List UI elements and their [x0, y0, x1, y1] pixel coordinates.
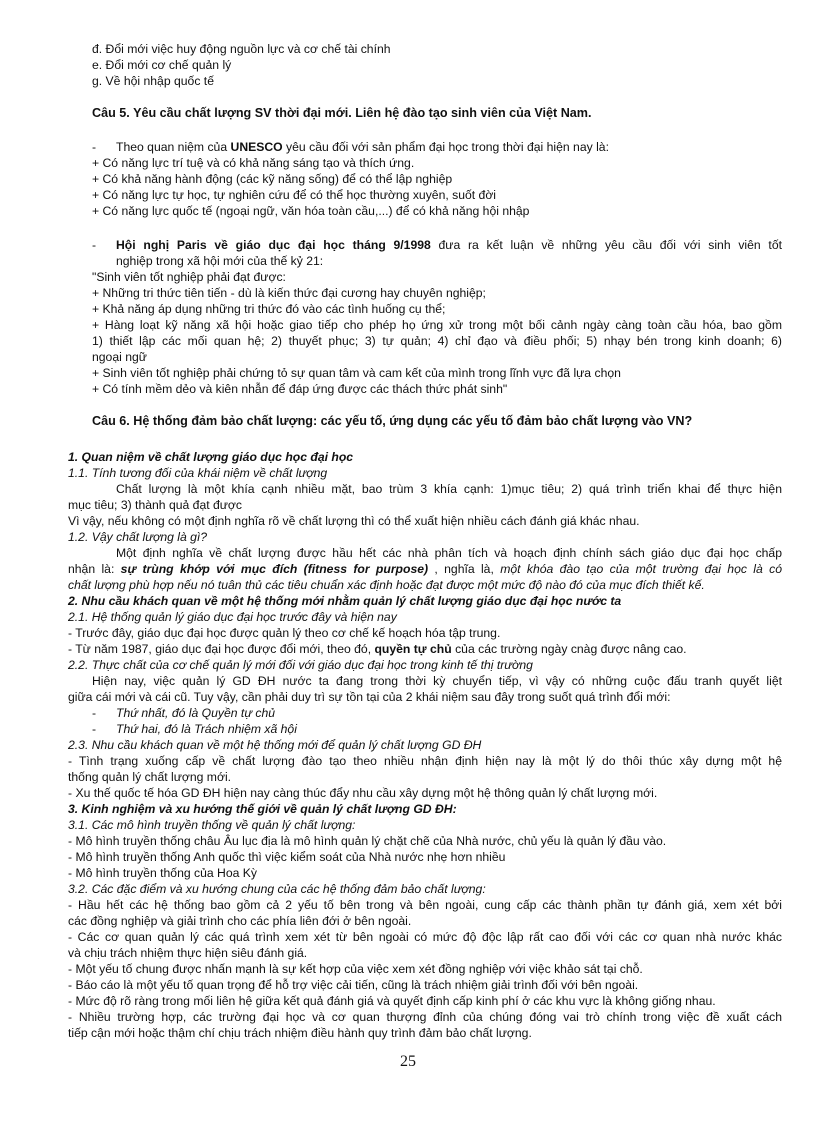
- unesco-intro: - Theo quan niệm của UNESCO yêu cầu đối với sản phẩm đại học trong thời đại hiện nay là:: [92, 140, 609, 154]
- text-span: , nghĩa là,: [428, 562, 501, 576]
- paragraph-line: [68, 562, 782, 577]
- subsection-heading: 3.2. Các đặc điểm và xu hướng chung của các hệ thống đảm bảo chất lượng:: [68, 882, 486, 896]
- paragraph-line: - Xu thế quốc tế hóa GD ĐH hiện nay càng thúc đẩy nhu cầu xây dựng một hệ thông quản lý chất lượng mới.: [68, 786, 658, 800]
- paragraph-line: thống quản lý chất lượng mới.: [68, 770, 232, 784]
- text-span: của các trường ngày cnàg được nâng cao.: [451, 642, 687, 656]
- list-item: g. Về hội nhập quốc tế: [92, 74, 214, 88]
- list-item-cont: 1) thiết lập các mối quan hệ; 2) thuyết phục; 3) tự quản; 4) chỉ đạo và điều phối; 5) nhạy bén trong kinh doanh; 6): [92, 334, 782, 348]
- text-span: - Từ năm 1987, giáo dục đại học được đổi mới, theo đó,: [68, 642, 375, 656]
- list-item: + Có năng lực tự học, tự nghiên cứu để có thể học thường xuyên, suốt đời: [92, 188, 497, 202]
- subsection-heading: 1.1. Tính tương đối của khái niệm về chất lượng: [68, 466, 328, 480]
- text-span: nhận là:: [68, 562, 121, 576]
- question-6-heading: Câu 6. Hệ thống đảm bảo chất lượng: các yếu tố, ứng dụng các yếu tố đảm bảo chất lượng vào VN?: [92, 414, 693, 428]
- list-item: đ. Đổi mới việc huy động nguồn lực và cơ chế tài chính: [92, 42, 391, 56]
- list-item: + Có khả năng hành động (các kỹ năng sống) để có thể lập nghiệp: [92, 172, 453, 186]
- paragraph-line: - Các cơ quan quản lý các quá trình xem xét từ bên ngoài có mức độ độc lập rất cao đối với các cơ quan nhà nước khác: [68, 930, 782, 944]
- paragraph-line: - Báo cáo là một yếu tố quan trọng để hỗ trợ việc cải tiến, cũng là trách nhiệm giải trình đối với bên ngoài.: [68, 978, 639, 992]
- list-item: + Có năng lực trí tuệ và có khả năng sáng tạo và thích ứng.: [92, 156, 415, 170]
- unesco-post: yêu cầu đối với sản phẩm đại học trong thời đại hiện nay là:: [282, 140, 609, 154]
- subsection-heading: 2.2. Thực chất của cơ chế quản lý mới đối với giáo dục đại học trong kinh tế thị trường: [68, 658, 533, 672]
- paragraph-line: và chịu trách nhiệm thực hiện siêu đánh giá.: [68, 946, 308, 960]
- paris-intro: - Hội nghị Paris về giáo dục đại học tháng 9/1998 đưa ra kết luận về những yêu cầu đối với sinh viên tốt: [92, 238, 782, 252]
- section-heading: 2. Nhu cầu khách quan về một hệ thống mới nhằm quản lý chất lượng giáo dục đại học nước ta: [68, 594, 622, 608]
- paragraph-line: Chất lượng là một khía cạnh nhiều mặt, bao trùm 3 khía cạnh: 1)mục tiêu; 2) quá trình triển khai để thực hiện: [116, 482, 782, 496]
- subsection-heading: 3.1. Các mô hình truyền thống về quản lý chất lượng:: [68, 818, 356, 832]
- unesco-name: UNESCO: [230, 140, 283, 154]
- subsection-heading: 2.3. Nhu cầu khách quan về một hệ thống mới để quản lý chất lượng GD ĐH: [68, 738, 482, 752]
- page-number: 25: [400, 1053, 416, 1070]
- paragraph-line: - Hầu hết các hệ thống bao gồm cả 2 yếu tố bên trong và bên ngoài, cung cấp các thành phần tự đánh giá, xem xét bởi: [68, 898, 782, 912]
- paragraph-line: - Tình trạng xuống cấp về chất lượng đào tạo theo nhiều nhận định hiện nay là một lý do thôi thúc xây dựng một hệ: [68, 754, 782, 768]
- definition-emphasis: sự trùng khớp với mục đích (fitness for purpose): [120, 562, 429, 576]
- paragraph-line: - Mức độ rõ ràng trong mối liên hệ giữa kết quả đánh giá và quyết định cấp kinh phí ở các khu vực là không giống nhau.: [68, 994, 716, 1008]
- list-item: + Hàng loạt kỹ năng xã hội hoặc giao tiếp cho phép họ ứng xử trong một bối cảnh ngày càng toàn cầu hóa, bao gồm: [92, 318, 782, 332]
- paris-quote: "Sinh viên tốt nghiệp phải đạt được:: [92, 270, 286, 284]
- list-item: + Có năng lực quốc tế (ngoại ngữ, văn hóa toàn cầu,...) để có khả năng hội nhập: [92, 204, 530, 218]
- paragraph-line: - Mô hình truyền thống châu Âu lục địa là mô hình quản lý chặt chẽ của Nhà nước, chủ yếu là quản lý đầu vào.: [68, 834, 667, 848]
- paragraph-line: chất lượng phù hợp nếu nó tuân thủ các tiêu chuẩn xác định hoặc đạt được một mức độ nào đó của mục đích thiết kế.: [68, 578, 705, 592]
- list-item: + Những tri thức tiên tiến - dù là kiến thức đại cương hay chuyên nghiệp;: [92, 286, 486, 300]
- paragraph-line: Một định nghĩa về chất lượng được hầu hết các nhà phân tích và hoạch định chính sách giáo dục đại học chấp: [116, 546, 782, 560]
- list-item: + Sinh viên tốt nghiệp phải chứng tỏ sự quan tâm và cam kết của mình trong lĩnh vực đã lựa chọn: [92, 366, 621, 380]
- paragraph-line: - Một yếu tố chung được nhấn mạnh là sự kết hợp của việc xem xét đồng nghiệp với việc khảo sát tại chỗ.: [68, 962, 643, 976]
- list-item: - Thứ nhất, đó là Quyền tự chủ: [92, 706, 276, 720]
- subsection-heading: 2.1. Hệ thống quản lý giáo dục đại học trước đây và hiện nay: [68, 610, 397, 624]
- paragraph-line: [68, 642, 687, 657]
- unesco-pre: Theo quan niệm của: [116, 140, 231, 154]
- list-item-text: Thứ hai, đó là Trách nhiệm xã hội: [116, 722, 297, 736]
- list-item-cont: ngoại ngữ: [92, 350, 147, 364]
- paragraph-line: - Mô hình truyền thống của Hoa Kỳ: [68, 866, 258, 880]
- paragraph-line: mục tiêu; 3) thành quả đạt được: [68, 498, 243, 512]
- paragraph-line: - Nhiều trường hợp, các trường đại học và cơ quan thượng đỉnh của chúng đóng vai trò chính trong việc đề xuất cách: [68, 1010, 782, 1024]
- list-item: - Thứ hai, đó là Trách nhiệm xã hội: [92, 722, 297, 736]
- paragraph-line: tiếp cận mới hoặc thậm chí chịu trách nhiệm điều hành quy trình đảm bảo chất lượng.: [68, 1026, 532, 1040]
- subsection-heading: 1.2. Vậy chất lượng là gì?: [68, 530, 208, 544]
- text-span: một khóa đào tạo của một trường đại học là có: [500, 562, 782, 576]
- section-heading: 3. Kinh nghiệm và xu hướng thế giới về quản lý chất lượng GD ĐH:: [68, 802, 457, 816]
- paris-post: đưa ra kết luận về những yêu cầu đối với sinh viên tốt: [430, 238, 782, 252]
- list-item: e. Đổi mới cơ chế quản lý: [92, 58, 232, 72]
- paragraph-line: Hiện nay, việc quản lý GD ĐH nước ta đang trong thời kỳ chuyển tiếp, vì vậy có những cuộc đấu tranh quyết liệt: [92, 674, 782, 688]
- section-heading: 1. Quan niệm về chất lượng giáo dục học đại học: [68, 450, 354, 464]
- list-item: + Có tính mềm dẻo và kiên nhẫn để đáp ứng được các thách thức phát sinh": [92, 382, 508, 396]
- question-5-heading: Câu 5. Yêu cầu chất lượng SV thời đại mới. Liên hệ đào tạo sinh viên của Việt Nam.: [92, 106, 592, 120]
- autonomy-emphasis: quyền tự chủ: [374, 642, 452, 656]
- paragraph-line: giữa cái mới và cái cũ. Tuy vậy, cần phải duy trì sự tồn tại của 2 khái niệm sau đây trong suốt quá trình đổi mới:: [68, 690, 671, 704]
- paris-conference: Hội nghị Paris về giáo dục đại học tháng 9/1998: [116, 238, 431, 252]
- paragraph-line: các đồng nghiệp và giải trình cho các phía liên đới ở bên ngoài.: [68, 914, 412, 928]
- paragraph-line: - Mô hình truyền thống Anh quốc thì việc kiểm soát của Nhà nước nhẹ hơn nhiều: [68, 850, 506, 864]
- paris-line-2: nghiệp trong xã hội mới của thế kỷ 21:: [116, 254, 324, 268]
- paragraph-line: Vì vậy, nếu không có một định nghĩa rõ về chất lượng thì có thể xuất hiện nhiều cách đánh giá khác nhau.: [68, 514, 640, 528]
- list-item: + Khả năng áp dụng những tri thức đó vào các tình huống cụ thể;: [92, 302, 446, 316]
- paragraph-line: - Trước đây, giáo dục đại học được quản lý theo cơ chế kế hoạch hóa tập trung.: [68, 626, 501, 640]
- list-item-text: Thứ nhất, đó là Quyền tự chủ: [116, 706, 276, 720]
